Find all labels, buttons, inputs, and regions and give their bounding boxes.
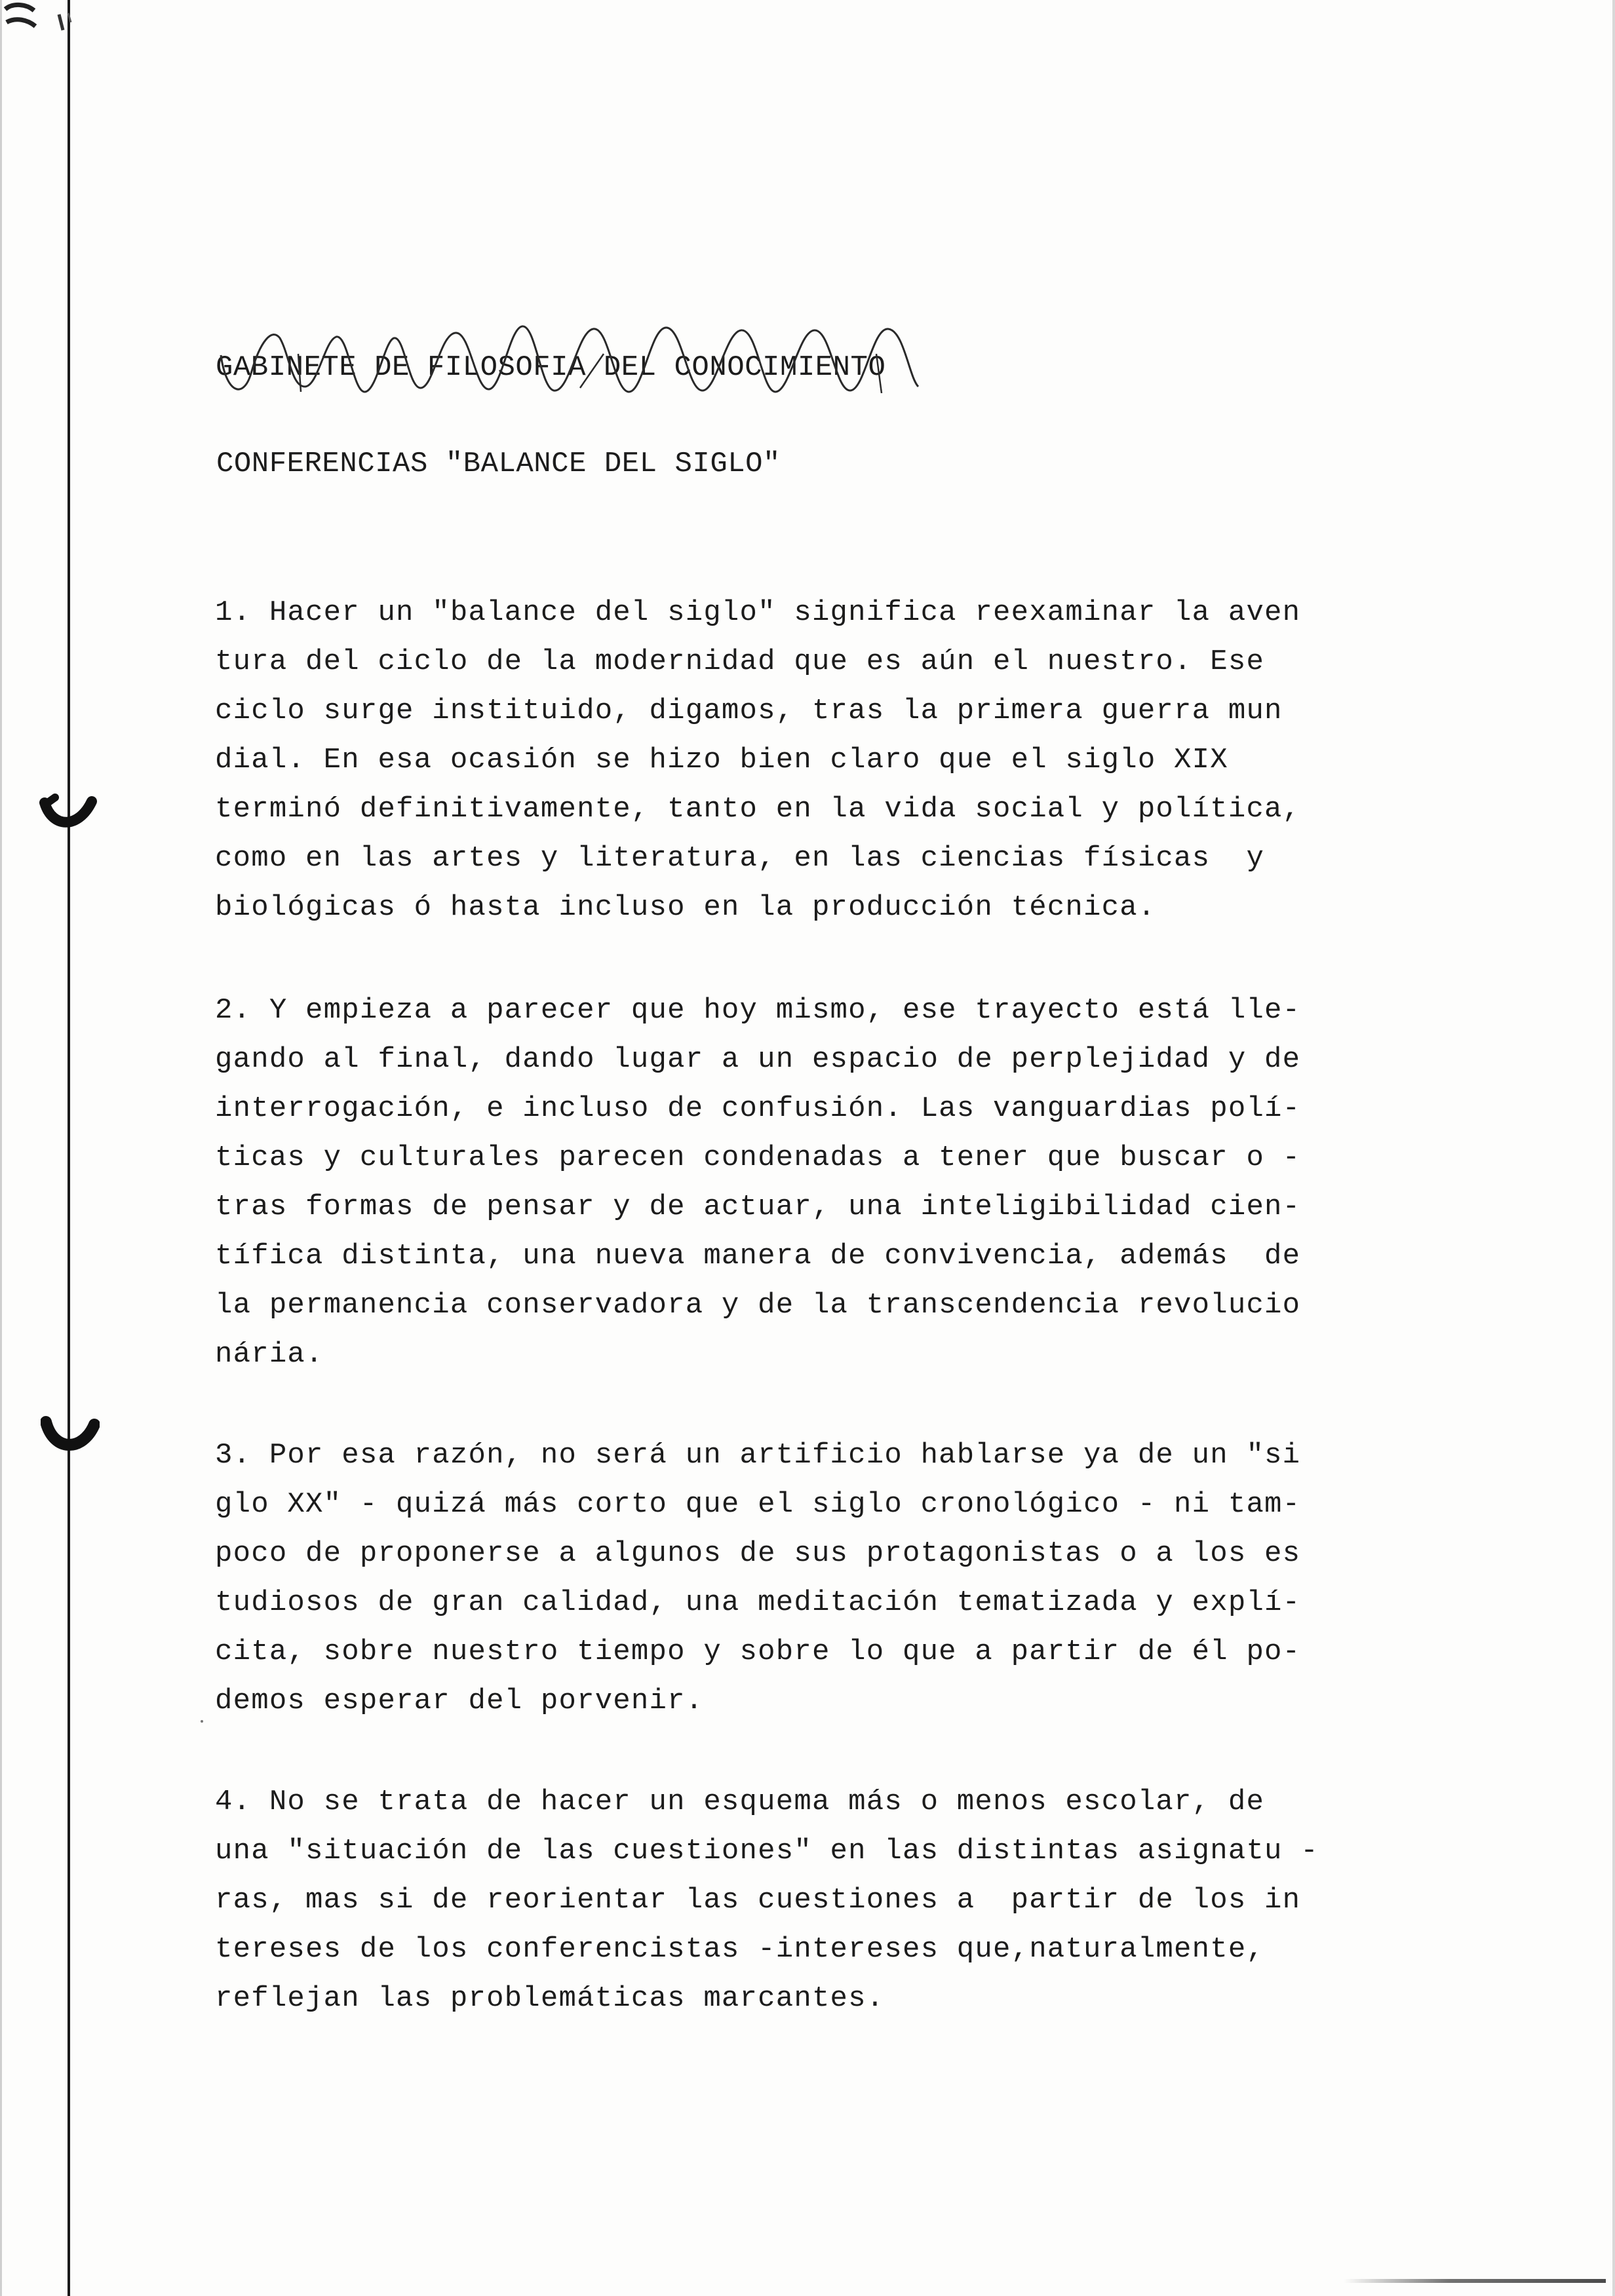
- text-line: 1. Hacer un "balance del siglo" significa reexaminar la aven: [215, 596, 1301, 629]
- department-heading: [213, 315, 986, 406]
- paragraph-1: [215, 588, 1408, 932]
- binding-hook-lower: [41, 1409, 100, 1461]
- text-line: 2. Y empieza a parecer que hoy mismo, ese trayecto está lle-: [215, 994, 1301, 1027]
- text-line: 3. Por esa razón, no será un artificio hablarse ya de un "si: [215, 1439, 1301, 1472]
- text-line: gando al final, dando lugar a un espacio de perplejidad y de: [215, 1043, 1301, 1076]
- text-line: la permanencia conservadora y de la transcendencia revolucio: [215, 1289, 1301, 1322]
- text-line: 4. No se trata de hacer un esquema más o menos escolar, de: [215, 1786, 1265, 1818]
- paragraph-4: [215, 1778, 1408, 2023]
- bottom-edge-scuff: [1344, 2279, 1606, 2283]
- paragraph-3: [215, 1431, 1408, 1726]
- page-right-edge: [1612, 0, 1615, 2296]
- text-line: dial. En esa ocasión se hizo bien claro que el siglo XIX: [215, 744, 1228, 776]
- text-line: ras, mas si de reorientar las cuestiones a partir de los in: [215, 1884, 1301, 1917]
- text-line: biológicas ó hasta incluso en la producción técnica.: [215, 891, 1156, 924]
- conference-series-title: CONFERENCIAS "BALANCE DEL SIGLO": [216, 448, 781, 480]
- text-line: demos esperar del porvenir.: [215, 1685, 704, 1717]
- handwritten-scribble-overlay: [213, 315, 986, 406]
- text-line: poco de proponerse a algunos de sus protagonistas o a los es: [215, 1537, 1301, 1570]
- department-name: GABINETE DE FILOSOFIA DEL CONOCIMIENTO: [216, 351, 886, 384]
- text-line: reflejan las problemáticas marcantes.: [215, 1982, 885, 2015]
- text-line: nária.: [215, 1338, 324, 1371]
- paper-speck: [201, 1720, 203, 1723]
- text-line: ticas y culturales parecen condenadas a tener que buscar o -: [215, 1141, 1301, 1174]
- paragraph-2: [215, 986, 1408, 1379]
- text-line: tereses de los conferencistas -intereses que,naturalmente,: [215, 1933, 1265, 1966]
- text-line: glo XX" - quizá más corto que el siglo cronológico - ni tam-: [215, 1488, 1301, 1521]
- text-line: interrogación, e incluso de confusión. Las vanguardias polí-: [215, 1092, 1301, 1125]
- binding-hook-upper: [39, 783, 98, 835]
- text-line: cita, sobre nuestro tiempo y sobre lo que a partir de él po-: [215, 1636, 1301, 1668]
- text-line: tras formas de pensar y de actuar, una inteligibilidad cien-: [215, 1191, 1301, 1223]
- text-line: tudiosos de gran calidad, una meditación tematizada y explí-: [215, 1586, 1301, 1619]
- text-line: terminó definitivamente, tanto en la vida social y política,: [215, 793, 1301, 826]
- text-line: ciclo surge instituido, digamos, tras la primera guerra mun: [215, 695, 1283, 727]
- text-line: tura del ciclo de la modernidad que es aún el nuestro. Ese: [215, 645, 1265, 678]
- margin-rule: [68, 0, 70, 2296]
- text-line: una "situación de las cuestiones" en las distintas asignatu -: [215, 1835, 1319, 1867]
- text-line: como en las artes y literatura, en las ciencias físicas y: [215, 842, 1265, 875]
- page-left-edge: [0, 0, 2, 2296]
- corner-staple-mark: [0, 0, 105, 59]
- text-line: tífica distinta, una nueva manera de convivencia, además de: [215, 1240, 1301, 1272]
